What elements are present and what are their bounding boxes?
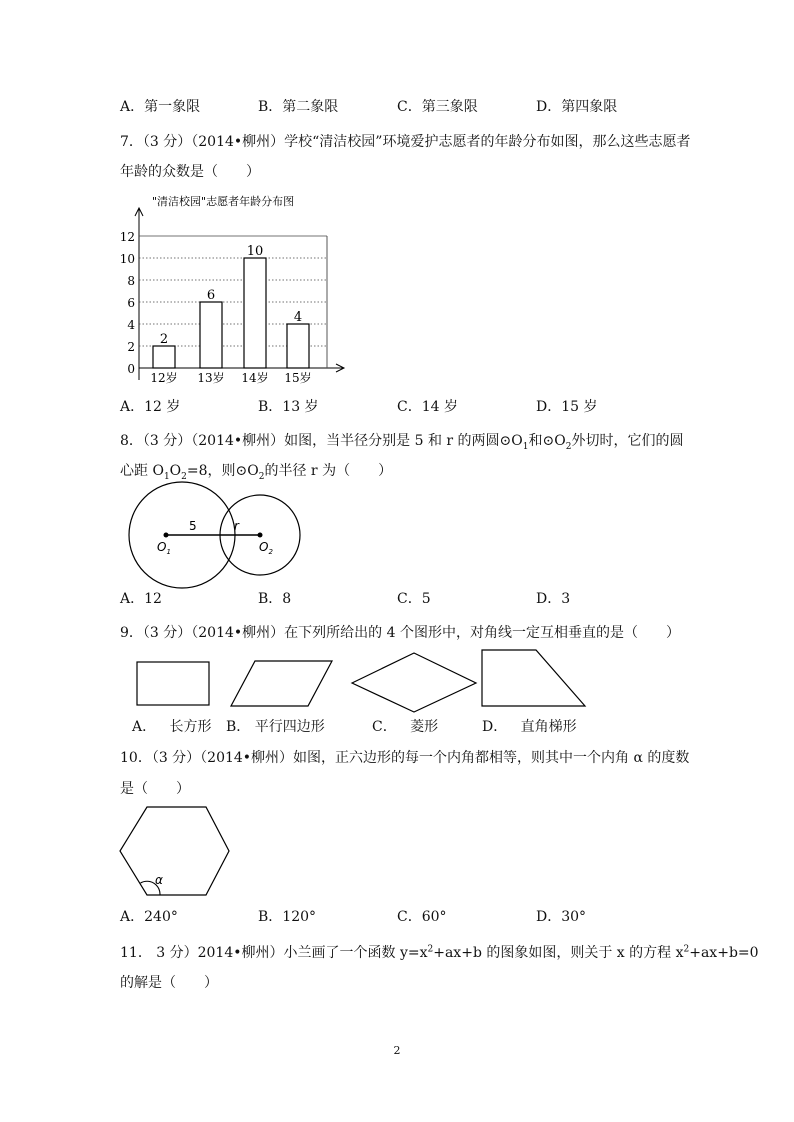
x-category-label: 15岁 [284,371,312,385]
q8-option-b: B．8 [258,591,292,607]
y-tick-label: 6 [127,296,135,310]
y-tick-label: 0 [127,362,135,376]
bar-data-label: 2 [159,332,169,347]
q6-option-a: A．第一象限 [120,99,201,115]
radius-5-label: 5 [189,519,197,533]
bar [153,346,175,368]
regular-hexagon [120,807,229,895]
q9-option-b: B． 平行四边形 [226,719,325,735]
hexagon-figure [116,804,246,904]
q10-option-a: A．240° [120,909,178,925]
chart-title: "清洁校园"志愿者年龄分布图 [152,195,295,208]
bar-data-label: 6 [206,288,216,303]
two-circles-figure [115,482,315,592]
q8-stem-line2: 心距 $O_1O_2=8$，则$⊙O_2$的半径 r 为（ ） [120,463,393,482]
x-category-label: 13岁 [197,371,225,385]
o2-label: $O_2$ [259,540,273,556]
o1-label: $O_1$ [157,540,171,556]
q7-option-d: D．15 岁 [536,399,598,415]
q7-stem-line2: 年龄的众数是（ ） [120,164,260,180]
y-tick-label: 12 [119,230,135,244]
page-number: 2 [393,1044,401,1057]
q8-option-d: D．3 [536,591,571,607]
q10-stem-line1: 10．（3 分）（2014•柳州）如图，正六边形的每一个内角都相等，则其中一个内角 α 的度数 [120,750,690,766]
q10-option-d: D．30° [536,909,587,925]
y-tick-label: 2 [127,340,135,354]
q10-option-c: C．60° [397,909,447,925]
bar [287,324,309,368]
y-tick-label: 4 [127,318,135,332]
q8-option-c: C．5 [397,591,431,607]
bar-data-label: 10 [246,244,264,259]
center-o2-dot [258,533,263,538]
q9-option-c: C． 菱形 [372,719,439,735]
y-tick-label: 8 [127,274,135,288]
q10-stem-line2: 是（ ） [120,781,190,797]
q6-option-b: B．第二象限 [258,99,339,115]
radius-r-label: r [234,519,239,533]
y-tick-label: 10 [119,252,135,266]
quadrilaterals-figure [128,648,598,710]
bar [200,302,222,368]
x-category-label: 12岁 [150,371,178,385]
q9-option-a: A． 长方形 [132,719,212,735]
q6-option-c: C．第三象限 [397,99,478,115]
q7-option-a: A．12 岁 [120,399,181,415]
right-trapezoid-shape [482,650,585,706]
q9-stem-line1: 9．（3 分）（2014•柳州）在下列所给出的 4 个图形中，对角线一定互相垂直的是（ ） [120,625,680,641]
rhombus-shape [352,653,476,712]
q6-option-d: D．第四象限 [536,99,618,115]
q7-option-b: B．13 岁 [258,399,319,415]
bar-data-label: 4 [293,310,303,325]
bar [244,258,266,368]
q11-stem-line1: 11． 3 分）2014•柳州）小兰画了一个函数 $y=x^2+ax+b$ 的图象如图，则关于 x 的方程 $x^2+ax+b=0$ [120,944,759,961]
q7-option-c: C．14 岁 [397,399,458,415]
x-category-label: 14岁 [241,371,269,385]
parallelogram-shape [231,661,332,706]
q8-stem-line1: 8．（3 分）（2014•柳州）如图，当半径分别是 5 和 r 的两圆$⊙O_1$和$⊙O_2$外切时，它们的圆 [120,433,684,452]
q7-stem-line1: 7．（3 分）（2014•柳州）学校“清洁校园”环境爱护志愿者的年龄分布如图，那么这些志愿者 [120,134,691,150]
q9-option-d: D． 直角梯形 [482,719,577,735]
rectangle-shape [137,662,209,705]
q10-option-b: B．120° [258,909,317,925]
age-distribution-chart [112,190,352,390]
center-o1-dot [164,533,169,538]
q11-stem-line2: 的解是（ ） [120,975,218,991]
q8-option-a: A．12 [120,591,162,607]
alpha-label: α [155,873,163,887]
